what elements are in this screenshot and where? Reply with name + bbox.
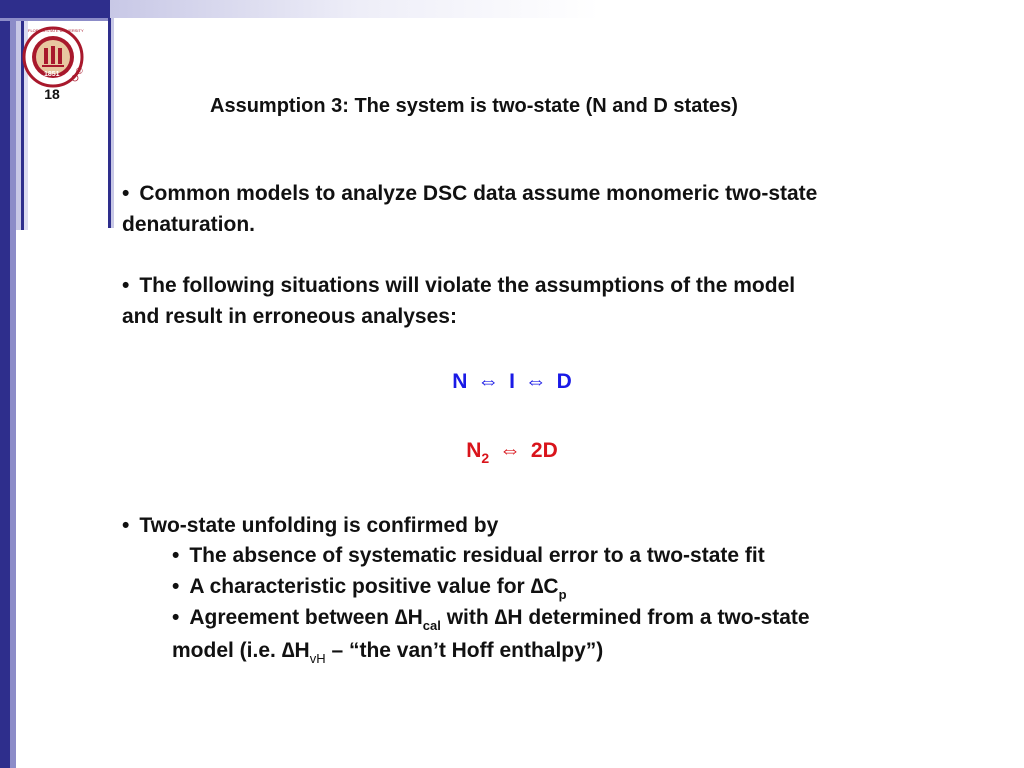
bullet-dot: • xyxy=(172,544,180,567)
sub-bullet-3-line2-b: – “the van’t Hoff enthalpy”) xyxy=(325,639,604,662)
vertical-divider-light xyxy=(111,18,114,228)
equation-n-i-d xyxy=(0,368,1024,394)
sub-bullet-3-c: H determined from a two-state xyxy=(507,606,810,629)
bullet-3 xyxy=(122,510,498,541)
slide-number: 18 xyxy=(44,86,60,102)
bullet-2-line-2: and result in erroneous analyses: xyxy=(122,305,457,328)
h-cal-h: H xyxy=(407,606,423,629)
sub-bullet-3-b: with xyxy=(440,606,495,629)
bullet-1 xyxy=(122,178,817,240)
eq2-n: N xyxy=(466,439,482,462)
cp-c: C xyxy=(543,575,559,598)
eq1-n: N xyxy=(452,370,468,393)
slide-title: Assumption 3: The system is two-state (N and D states) xyxy=(210,95,738,117)
bullet-dot: • xyxy=(122,274,130,297)
sub-bullet-3 xyxy=(172,602,810,668)
cp-subscript: p xyxy=(558,587,567,602)
bullet-dot: • xyxy=(122,182,130,205)
sub-bullet-2 xyxy=(172,571,567,604)
sub-bullet-3-line2-a: model (i.e. xyxy=(172,639,282,662)
double-arrow-icon: ⇔ xyxy=(499,437,522,462)
sub-bullet-3-a: Agreement between xyxy=(189,606,395,629)
eq1-d: D xyxy=(556,370,572,393)
delta-symbol: ∆ xyxy=(394,606,408,629)
logo-arc-text: FLORIDA STATE UNIVERSITY xyxy=(28,28,84,33)
eq2-subscript: 2 xyxy=(481,450,490,466)
sub-bullet-2-text: A characteristic positive value for xyxy=(189,575,531,598)
eq2-d: 2D xyxy=(530,439,558,462)
logo-registered-mark: ® xyxy=(76,66,83,76)
sub-bullet-1 xyxy=(172,540,765,571)
bullet-1-line-2: denaturation. xyxy=(122,213,256,236)
bullet-1-line-1: Common models to analyze DSC data assume monomeric two-state xyxy=(139,182,818,205)
double-arrow-icon: ⇔ xyxy=(524,368,547,393)
h-vh-subscript: vH xyxy=(309,651,326,666)
top-bar-line xyxy=(0,18,110,21)
bullet-dot: • xyxy=(172,575,180,598)
eq1-i: I xyxy=(509,370,515,393)
delta-symbol: ∆ xyxy=(494,606,508,629)
bullet-dot: • xyxy=(122,514,130,537)
double-arrow-icon: ⇔ xyxy=(477,368,500,393)
delta-symbol: ∆ xyxy=(530,575,544,598)
delta-symbol: ∆ xyxy=(281,639,295,662)
h-cal-subscript: cal xyxy=(422,618,441,633)
equation-n2-2d xyxy=(0,437,1024,466)
h-vh-h: H xyxy=(294,639,310,662)
bullet-3-text: Two-state unfolding is confirmed by xyxy=(139,514,499,537)
bullet-2-line-1: The following situations will violate the assumptions of the model xyxy=(139,274,796,297)
bullet-2 xyxy=(122,270,795,332)
bullet-dot: • xyxy=(172,606,180,629)
sub-bullet-1-text: The absence of systematic residual error to a two-state fit xyxy=(189,544,765,567)
logo-year: 1851 xyxy=(44,71,60,78)
top-bar xyxy=(0,0,1024,18)
university-seal-logo xyxy=(22,26,84,88)
